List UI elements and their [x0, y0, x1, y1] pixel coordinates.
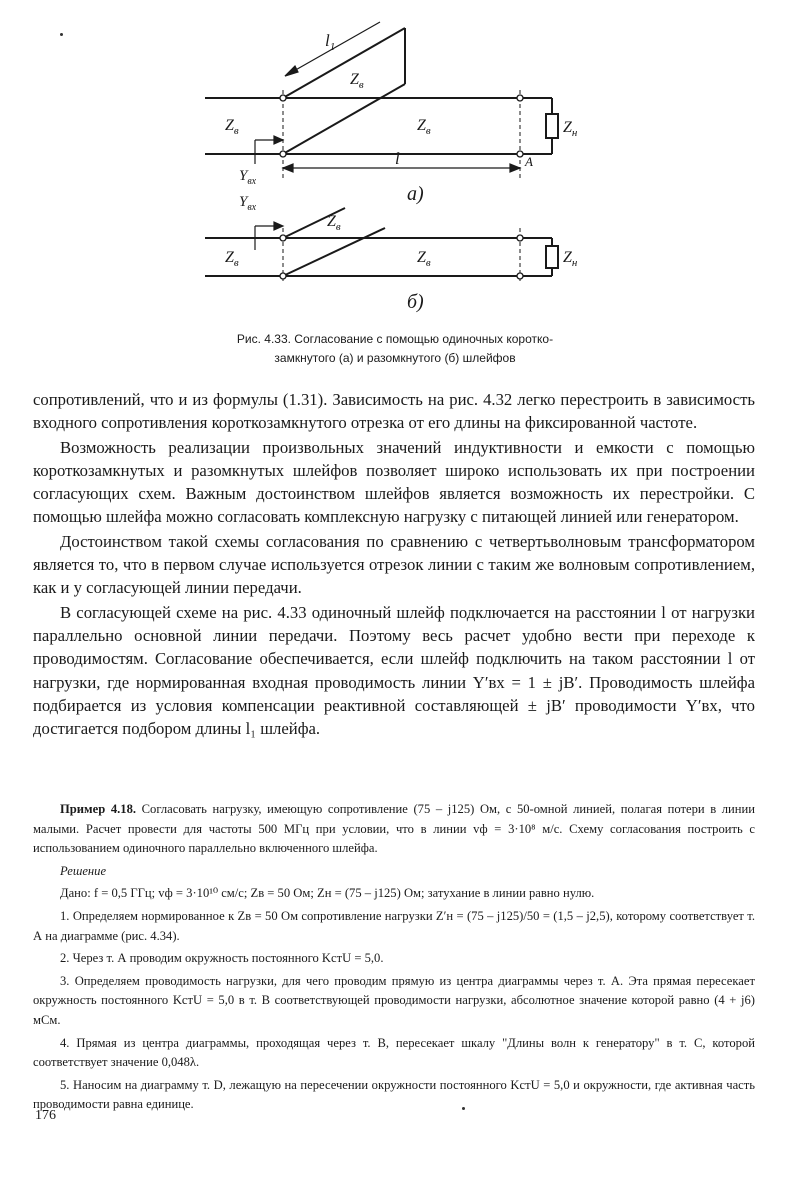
solution-label: Решение: [60, 863, 107, 878]
sublabel-b: б): [407, 291, 424, 313]
example-block: [33, 800, 755, 1118]
label-zv-left-a: $Z_в$: [225, 117, 239, 137]
example-intro: [33, 800, 755, 859]
load-b: [546, 246, 558, 268]
stub-a-upper: [283, 28, 405, 98]
figure-caption: [170, 330, 620, 368]
step-2: 2. Через т. А проводим окружность постоянного KстU = 5,0.: [60, 951, 384, 966]
example-text: Согласовать нагрузку, имеющую сопротивление (75 – j125) Ом, с 50-омной линией, полагая потери в линии малыми. Расчет провести для частоты 500 МГц при условии, что в линии vф = 3·10⁸ м/с. Схему согласования построить с использованием одиночного параллельно включенного шлейфа.: [33, 802, 755, 856]
load-a: [546, 114, 558, 138]
label-yvx-b: $Y_{вх}$: [239, 194, 257, 213]
label-zv-stub-b: $Z_в$: [327, 213, 341, 233]
paragraph-4: В согласующей схеме на рис. 4.33 одиночный шлейф подключается на расстоянии l от нагрузки параллельно основной линии передачи. Поэтому весь расчет удобно вести при переходе к проводимостям. Согласование обеспечивается, если шлейф подключить на таком расстоянии l от нагрузки, где нормированная входная проводимость линии Y′вх = 1 ± jB′. Проводимость шлейфа подбирается из условия компенсации реактивной составляющей ± jB′ проводимости Y′вх, что достигается подбором длины l₁ шлейфа.: [33, 602, 755, 739]
label-zn-b: $Z_н$: [563, 249, 578, 269]
example-title: Пример 4.18.: [60, 802, 137, 816]
scan-speck: [60, 33, 63, 36]
step-5: 5. Наносим на диаграмму т. D, лежащую на пересечении окружности постоянного KстU = 5,0 и окружности, где активная часть проводимости равна единице.: [33, 1077, 755, 1112]
label-yvx-a: $Y_{вх}$: [239, 168, 257, 187]
figure-4-33: [195, 18, 595, 318]
main-text: [33, 388, 755, 741]
step-3: 3. Определяем проводимость нагрузки, для чего проводим прямую из центра диаграммы через т. А. Эта прямая пересекает окружность постоянного KстU = 5,0 в т. В соответствующей проводимости нагрузки, абсолютное значение которой равно (4 + j6) мСм.: [33, 973, 755, 1027]
label-zn-a: $Z_н$: [563, 119, 578, 139]
stub-a-lower: [283, 84, 405, 154]
stub-b-lower: [283, 228, 385, 276]
caption-line-2: замкнутого (а) и разомкнутого (б) шлейфов: [274, 351, 516, 365]
page-number: 176: [35, 1108, 56, 1123]
paragraph-2: Возможность реализации произвольных значений индуктивности и емкости с помощью короткозамкнутых и разомкнутых шлейфов позволяет широко использовать их при построении согласующих схем. Важным достоинством шлейфов является возможность их перестройки. С помощью шлейфа можно согласовать комплексную нагрузку с питающей линией или генератором.: [33, 437, 755, 527]
label-a-point: A: [525, 154, 533, 169]
paragraph-1: сопротивлений, что и из формулы (1.31). Зависимость на рис. 4.32 легко перестроить в зависимость входного сопротивления короткозамкнутого отрезка от его длины на фиксированной частоте.: [33, 390, 755, 433]
scan-speck: [462, 1107, 465, 1110]
sublabel-a: а): [407, 183, 424, 205]
caption-line-1: Рис. 4.33. Согласование с помощью одиночных коротко-: [236, 332, 554, 346]
step-1: 1. Определяем нормированное к Zв = 50 Ом сопротивление нагрузки Z′н = (75 – j125)/50 = (1,5 – j2,5), которому соответствует т. А на диаграмме (рис. 4.34).: [33, 908, 755, 943]
label-zv-mid-a: $Z_в$: [417, 117, 431, 137]
label-zv-left-b: $Z_в$: [225, 249, 239, 269]
given: Дано: f = 0,5 ГГц; vф = 3·10¹⁰ см/с; Zв = 50 Ом; Zн = (75 – j125) Ом; затухание в линии равно нулю.: [60, 886, 595, 901]
label-zv-mid-b: $Z_в$: [417, 249, 431, 269]
stub-matching-diagram: [195, 18, 595, 318]
paragraph-3: Достоинством такой схемы согласования по сравнению с четвертьволновым трансформатором является то, что в первом случае используется отрезок линии с таким же волновым сопротивлением, как и у согласующей линии передачи.: [33, 531, 755, 598]
arrow-l1: [285, 66, 298, 76]
step-4: 4. Прямая из центра диаграммы, проходящая через т. В, пересекает шкалу "Длины волн к генератору" в т. С, которой соответствует значение 0,048λ.: [33, 1035, 755, 1070]
label-zv-stub-a: $Z_в$: [350, 71, 364, 91]
label-l: l: [395, 149, 400, 168]
label-l1: $l_1$: [325, 31, 336, 53]
